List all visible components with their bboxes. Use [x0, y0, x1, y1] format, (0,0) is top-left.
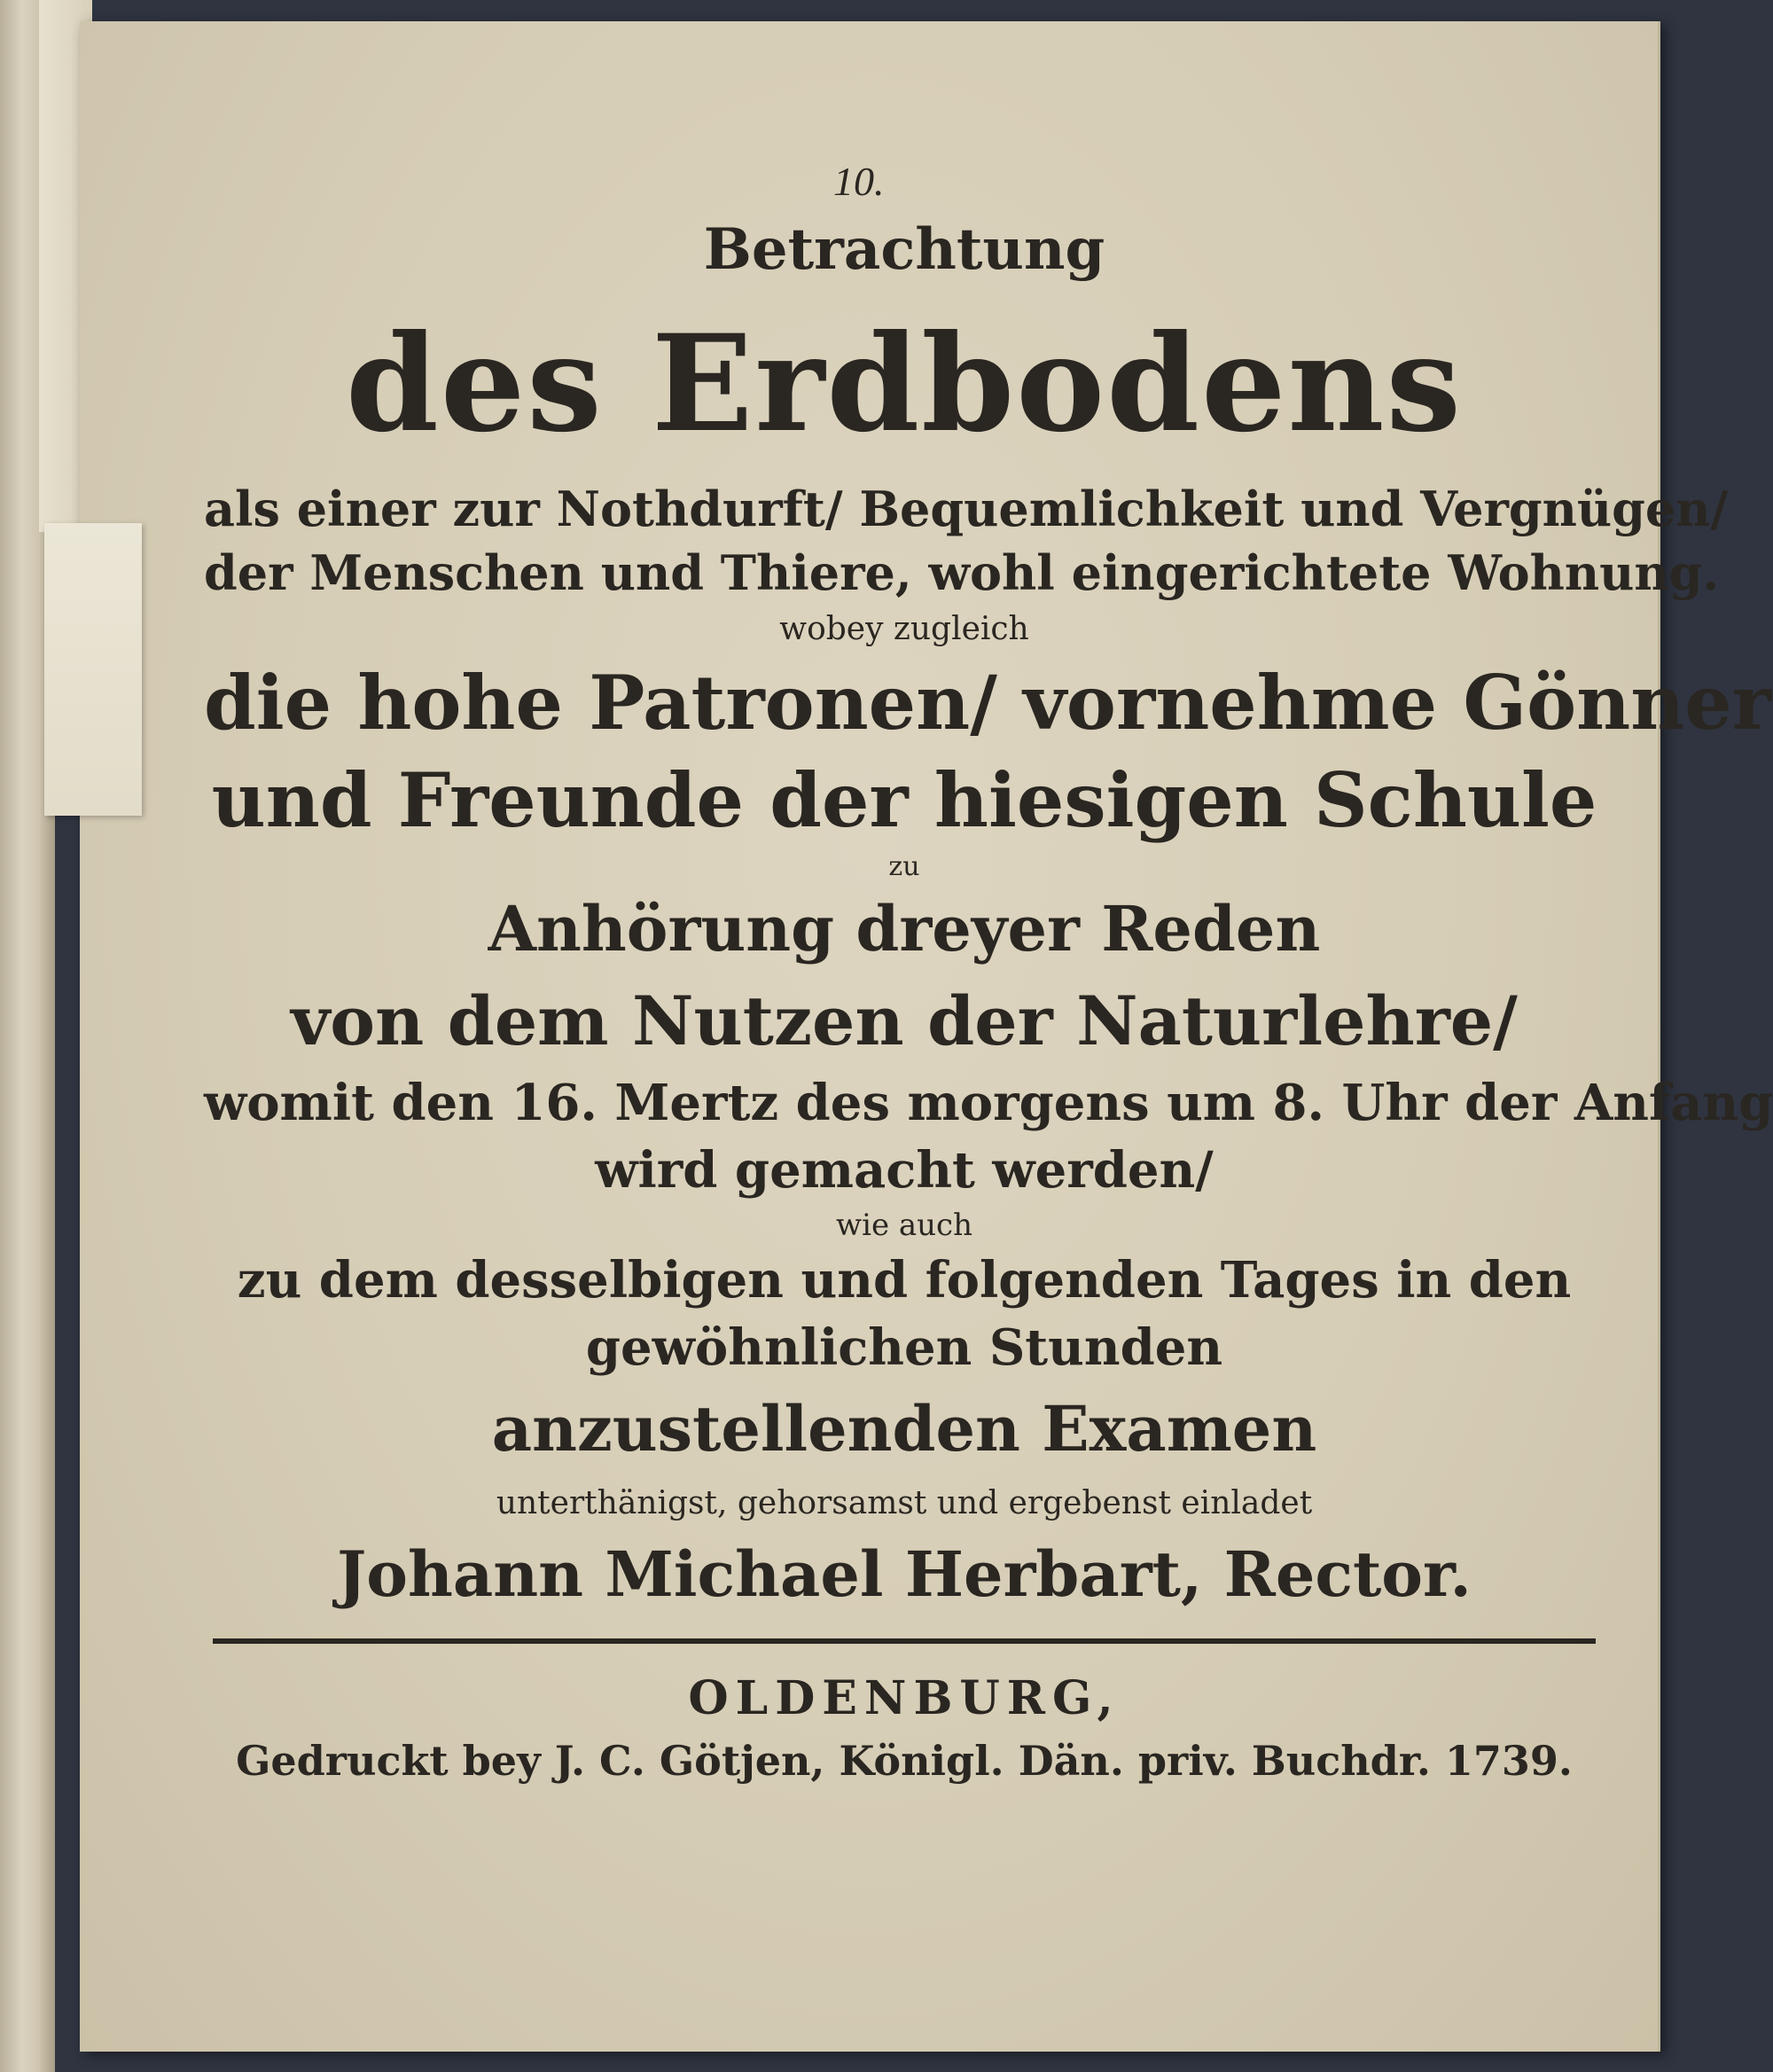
city-line: OLDENBURG,: [688, 1671, 1121, 1725]
patrons-line-2: und Freunde der hiesigen Schule: [211, 756, 1597, 844]
divider-rule: [213, 1638, 1596, 1644]
author-line: Johann Michael Herbart, Rector.: [337, 1537, 1472, 1611]
invitation-line: unterthänigst, gehorsamst und ergebenst einladet: [496, 1485, 1313, 1521]
date-line-1: womit den 16. Mertz des morgens um 8. Uhr der Anfang: [204, 1074, 1773, 1132]
paper-tab: [44, 523, 142, 816]
nutzen-line: von dem Nutzen der Naturlehre/: [291, 981, 1518, 1060]
zu-line: zu: [888, 851, 920, 882]
wobey-line: wobey zugleich: [779, 611, 1029, 647]
tages-line-1: zu dem desselbigen und folgenden Tages in den: [237, 1251, 1572, 1310]
subtitle-line-2: der Menschen und Thiere, wohl eingerichtete Wohnung.: [204, 544, 1720, 601]
page-number: 10.: [833, 159, 885, 204]
title-line-2: des Erdbodens: [346, 306, 1463, 462]
patrons-line-1: die hohe Patronen/ vornehme Gönner: [204, 659, 1771, 747]
wie-auch-line: wie auch: [835, 1208, 972, 1243]
title-page-text: [204, 154, 1773, 1791]
title-page: [80, 21, 1773, 2052]
printer-line: Gedruckt bey J. C. Götjen, Königl. Dän. priv. Buchdr. 1739.: [236, 1737, 1573, 1785]
date-line-2: wird gemacht werden/: [595, 1141, 1214, 1200]
subtitle-line-1: als einer zur Nothdurft/ Bequemlichkeit und Vergnügen/: [204, 481, 1729, 537]
anhoerung-line: Anhörung dreyer Reden: [488, 892, 1321, 966]
examen-line: anzustellenden Examen: [491, 1392, 1317, 1466]
tages-line-2: gewöhnlichen Stunden: [585, 1318, 1223, 1377]
title-line-1: Betrachtung: [703, 216, 1105, 283]
